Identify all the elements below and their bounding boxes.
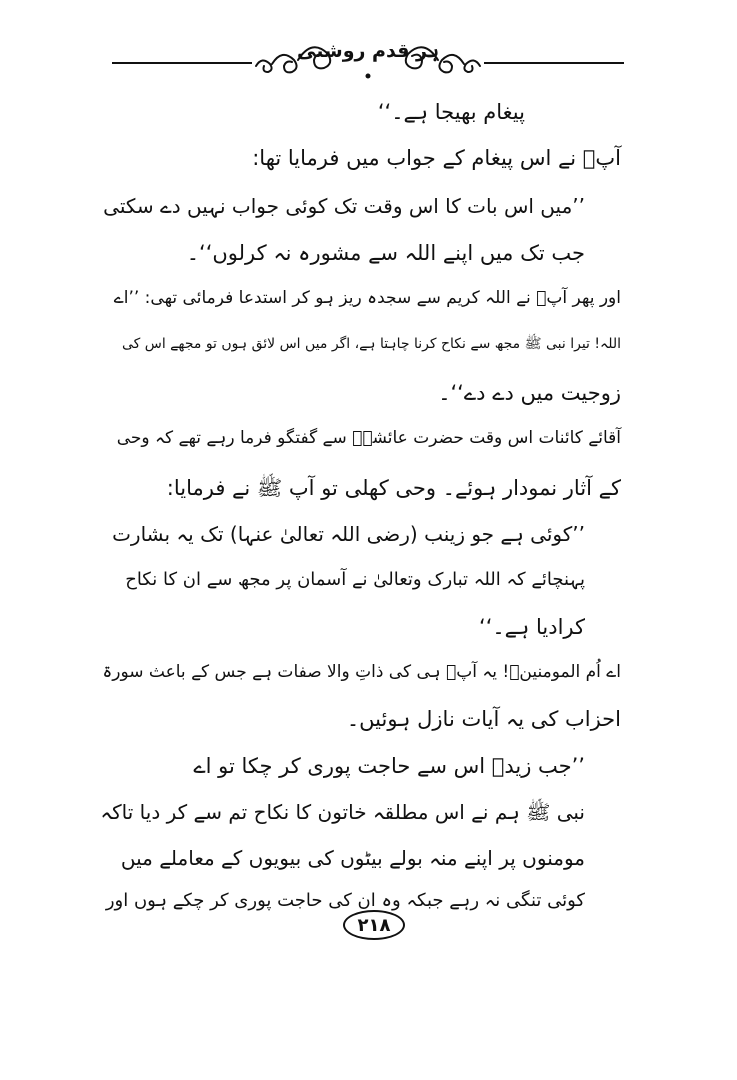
running-title: ہر قدم روشنی (297, 40, 439, 62)
text-line-1: پیغام بھیجا ہے۔‘‘ (377, 100, 525, 124)
text-line-10: ’’کوئی ہے جو زینب (رضی اللہ تعالیٰ عنہا) تک یہ بشارت (112, 522, 585, 546)
text-line-18: کوئی تنگی نہ رہے جبکہ وہ ان کی حاجت پوری کر چکے ہوں اور (105, 890, 585, 911)
text-line-8: آقائے کائنات اس وقت حضرت عائشہؓ سے گفتگو فرما رہے تھے کہ وحی (116, 428, 621, 448)
text-line-6: اللہ! تیرا نبی ﷺ مجھ سے نکاح کرنا چاہتا ہے، اگر میں اس لائق ہوں تو مجھے اس کی (121, 336, 621, 352)
text-line-9: کے آثار نمودار ہوئے۔ وحی کھلی تو آپ ﷺ نے فرمایا: (166, 476, 621, 500)
text-line-12: کرادیا ہے۔‘‘ (479, 615, 585, 639)
header-rule-right (484, 62, 624, 64)
page-number: ۲۱۸ (343, 910, 405, 940)
text-line-7: زوجیت میں دے دے‘‘۔ (438, 381, 621, 405)
text-line-5: اور پھر آپؐ نے اللہ کریم سے سجدہ ریز ہو کر استدعا فرمائی تھی: ’’اے (113, 288, 621, 308)
page-header (112, 30, 624, 82)
text-line-15: ’’جب زیدؓ اس سے حاجت پوری کر چکا تو اے (193, 754, 585, 778)
text-line-17: مومنوں پر اپنے منہ بولے بیٹوں کی بیویوں کے معاملے میں (120, 846, 585, 870)
text-line-11: پہنچائے کہ اللہ تبارک وتعالیٰ نے آسمان پر مجھ سے ان کا نکاح (125, 569, 585, 590)
text-line-3: ’’میں اس بات کا اس وقت تک کوئی جواب نہیں دے سکتی (103, 194, 585, 218)
text-line-2: آپؐ نے اس پیغام کے جواب میں فرمایا تھا: (252, 146, 621, 170)
text-line-16: نبی ﷺ ہم نے اس مطلقہ خاتون کا نکاح تم سے کر دیا تاکہ (100, 800, 585, 824)
text-line-4: جب تک میں اپنے اللہ سے مشورہ نہ کرلوں‘‘۔ (186, 241, 585, 265)
text-line-14: احزاب کی یہ آیات نازل ہوئیں۔ (346, 707, 621, 731)
header-rule-left (112, 62, 252, 64)
text-line-13: اے اُم المومنینؓ! یہ آپؓ ہی کی ذاتِ والا صفات ہے جس کے باعث سورۃ (102, 662, 621, 682)
